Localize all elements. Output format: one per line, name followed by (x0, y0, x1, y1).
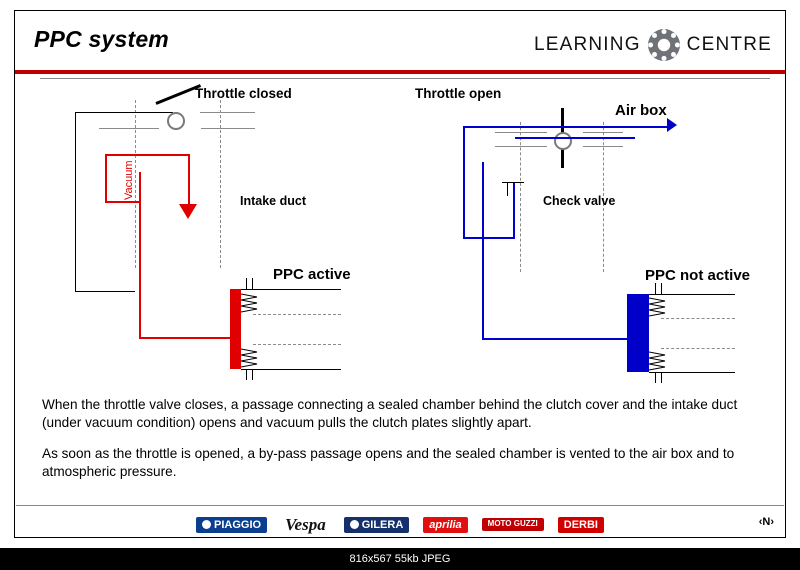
clutch-cover-active (230, 289, 241, 369)
label-check-valve: Check valve (543, 194, 616, 208)
throttle-rail-top-right (200, 112, 255, 113)
clutch-stud-left-top-a (246, 278, 247, 289)
clutch-stud-right-bottom-b (661, 372, 662, 383)
label-throttle-open: Throttle open (415, 86, 502, 101)
bypass-left-down-blue (463, 126, 465, 238)
passage-to-clutch-red (139, 337, 231, 339)
label-throttle-closed: Throttle closed (195, 86, 292, 101)
duct-wall-right-dashed (220, 100, 221, 268)
clutch-axis-dash-left-1 (253, 314, 341, 315)
brand-left-text: LEARNING (533, 34, 641, 55)
vacuum-arrow-shaft (188, 154, 190, 206)
bypass-valve-riser-blue (513, 182, 515, 238)
vacuum-arrow-head (179, 204, 197, 219)
clutch-axis-dash-left-2 (253, 344, 341, 345)
check-valve-stem (507, 182, 508, 196)
clutch-stud-left-bottom-b (252, 369, 253, 380)
clutch-top-plate-left (241, 289, 341, 290)
throttle-rail-open-top (583, 132, 623, 133)
clutch-stud-right-bottom-a (655, 372, 656, 383)
label-air-box: Air box (615, 102, 667, 119)
passage-elbow-red (105, 201, 141, 203)
statusbar-text: 816x567 55kb JPEG (349, 553, 451, 565)
throttle-rail-bottom-left (99, 128, 159, 129)
footer-divider (16, 505, 784, 506)
clutch-spring-right-bottom (649, 350, 667, 377)
footer-logo-bar (16, 512, 784, 537)
passage-left-red (105, 154, 107, 202)
clutch-spring-left-bottom (241, 347, 259, 374)
label-intake-duct: Intake duct (240, 194, 306, 208)
throttle-shaft-closed (167, 112, 185, 130)
throttle-rail-open-left-bottom (495, 146, 547, 147)
logo-derbi: DERBI (558, 517, 604, 533)
check-valve-seat (502, 182, 524, 183)
body-text (42, 396, 770, 494)
case-wall-left (75, 112, 76, 292)
logo-aprilia: aprilia (423, 517, 467, 533)
bypass-top-blue (463, 126, 673, 128)
bypass-inner-blue (515, 137, 635, 139)
body-paragraph-1: When the throttle valve closes, a passage connecting a sealed chamber behind the clutch cover and the intake duct (under vacuum condition) opens and vacuum pulls the clutch plates slightly apart. (42, 397, 738, 430)
bypass-elbow-blue (463, 237, 515, 239)
throttle-rail-bottom-right (201, 128, 255, 129)
passage-down-red (139, 172, 141, 338)
throttle-rail-open-bottom (583, 146, 623, 147)
throttle-rail-open-left-top (495, 132, 547, 133)
duct-wall-left-dashed (135, 100, 136, 268)
clutch-spring-right-top (649, 296, 667, 323)
piaggio-mark-icon (202, 520, 211, 529)
clutch-stud-right-top-a (655, 283, 656, 294)
label-vacuum: Vacuum (123, 160, 135, 200)
page-number: ‹N› (758, 516, 774, 528)
clutch-axis-dash-right-2 (661, 348, 735, 349)
clutch-axis-dash-right-1 (661, 318, 735, 319)
clutch-spring-left-top (241, 292, 259, 319)
ppc-system-diagram (15, 82, 785, 387)
gilera-mark-icon (350, 520, 359, 529)
gear-icon (647, 28, 681, 62)
logo-vespa: Vespa (281, 515, 330, 535)
duct-wall-left-dashed-right (520, 122, 521, 272)
throttle-rail-top-left (99, 112, 173, 113)
passage-top-red (105, 154, 189, 156)
clutch-cover-not-active (627, 294, 649, 372)
brand-logo-block (534, 28, 772, 62)
throttle-shaft-open (554, 132, 572, 150)
bypass-to-clutch-blue (482, 338, 630, 340)
bypass-down-to-clutch-blue (482, 162, 484, 340)
logo-gilera-label: GILERA (361, 518, 404, 531)
label-ppc-not-active: PPC not active (645, 267, 751, 284)
header-accent-rule (15, 70, 785, 74)
logo-piaggio (196, 517, 267, 533)
brand-right-text: CENTRE (686, 34, 772, 55)
clutch-stud-left-top-b (252, 278, 253, 289)
clutch-stud-right-top-b (661, 283, 662, 294)
image-statusbar (0, 548, 800, 570)
body-paragraph-2: As soon as the throttle is opened, a by-pass passage opens and the sealed chamber is vented to the air box and to atmospheric pressure. (42, 445, 735, 479)
clutch-stud-left-bottom-a (246, 369, 247, 380)
case-wall-bottom (75, 291, 135, 292)
case-wall-top (75, 112, 100, 113)
airbox-arrow-head (667, 118, 677, 132)
logo-moto-guzzi: MOTO GUZZI (482, 518, 544, 530)
page-title: PPC system (34, 26, 169, 52)
logo-gilera (344, 517, 410, 533)
label-ppc-active: PPC active (273, 266, 351, 283)
clutch-top-plate-right (649, 294, 735, 295)
header-divider (40, 78, 770, 79)
logo-piaggio-label: PIAGGIO (214, 518, 262, 531)
